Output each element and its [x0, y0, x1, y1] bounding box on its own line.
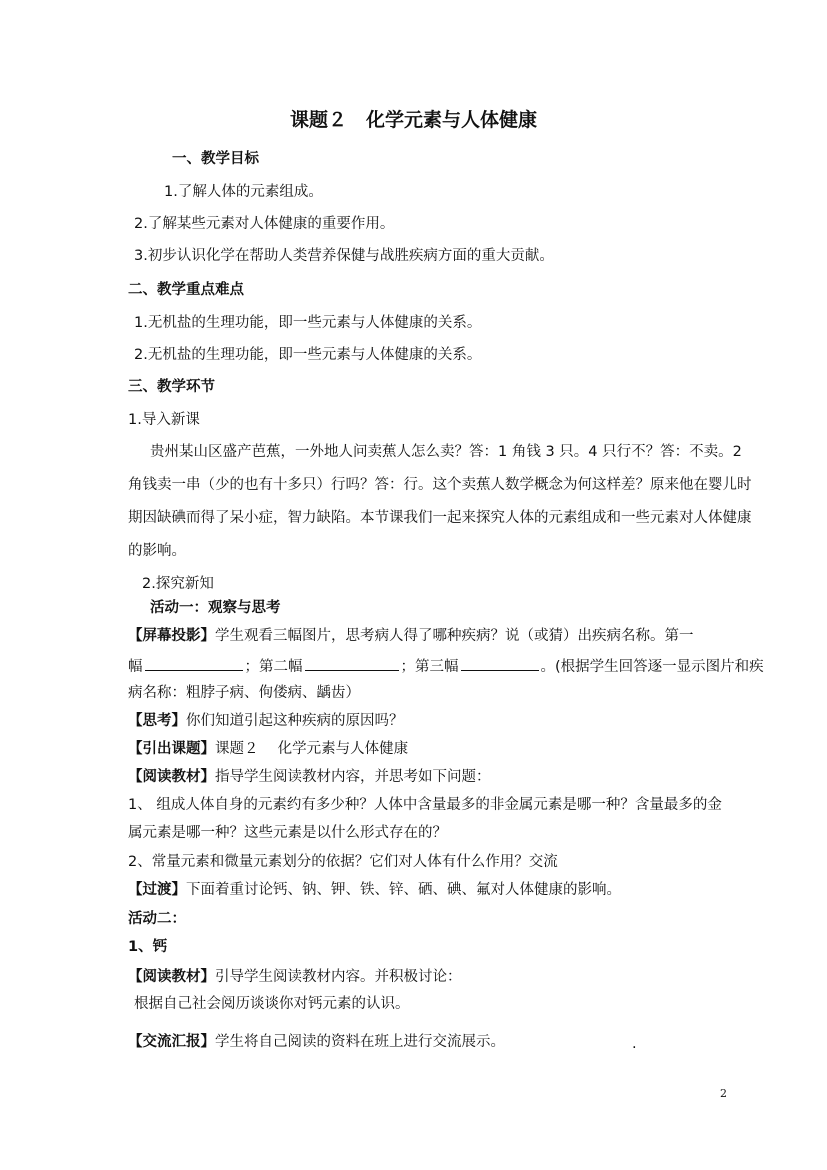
read-line-2 [128, 967, 462, 987]
fill-label-1: 幅 [128, 659, 143, 675]
transition-tag: 【过渡】 [128, 882, 186, 898]
calcium-heading: 1、钙 [128, 939, 168, 955]
report-text: 学生将自己阅读的资料在班上进行交流展示。 [215, 1034, 505, 1050]
topic-text: 课题２ 化学元素与人体健康 [215, 741, 409, 757]
screen-projection-tag: 【屏幕投影】 [128, 628, 215, 644]
read-tag-2: 【阅读教材】 [128, 969, 215, 985]
objective-2: 2.了解某些元素对人体健康的重要作用。 [134, 216, 395, 232]
question-1-line-2: 属元素是哪一种？这些元素是以什么形式存在的？ [128, 825, 447, 841]
think-text: 你们知道引起这种疾病的原因吗？ [186, 713, 404, 729]
activity-2-heading: 活动二： [128, 911, 186, 927]
key-point-2: 2.无机盐的生理功能，即一些元素与人体健康的关系。 [134, 347, 482, 363]
answer-blank-1[interactable] [145, 656, 243, 671]
fill-label-3: ；第三幅 [400, 659, 459, 675]
activity-1-heading: 活动一：观察与思考 [150, 600, 281, 616]
screen-projection-line [128, 626, 694, 646]
intro-line-4: 的影响。 [128, 543, 186, 559]
read-text-2: 引导学生阅读教材内容。并积极讨论： [215, 969, 462, 985]
intro-heading: 1.导入新课 [128, 412, 200, 428]
intro-line-3: 期因缺碘而得了呆小症，智力缺陷。本节课我们一起来探究人体的元素组成和一些元素对人体健康 [128, 510, 752, 526]
read-tag: 【阅读教材】 [128, 769, 215, 785]
objective-1: 1.了解人体的元素组成。 [164, 184, 323, 200]
read-line [128, 767, 491, 787]
answer-blank-3[interactable] [461, 656, 539, 671]
fill-label-2: ；第二幅 [244, 659, 303, 675]
fill-in-line [128, 656, 764, 677]
page-number: 2 [720, 1087, 727, 1100]
report-line [128, 1032, 505, 1052]
disease-names: 病名称：粗脖子病、佝偻病、龋齿） [128, 685, 360, 701]
answer-blank-2[interactable] [305, 656, 399, 671]
think-tag: 【思考】 [128, 713, 186, 729]
section-1-heading: 一、教学目标 [172, 151, 259, 167]
intro-line-1: 贵州某山区盛产芭蕉，一外地人问卖蕉人怎么卖？答：1 角钱 3 只。4 只行不？答：不卖。2 [150, 444, 742, 460]
transition-text: 下面着重讨论钙、钠、钾、铁、锌、硒、碘、氟对人体健康的影响。 [186, 882, 621, 898]
read-text: 指导学生阅读教材内容，并思考如下问题： [215, 769, 491, 785]
topic-tag: 【引出课题】 [128, 741, 215, 757]
page-title: 课题２ 化学元素与人体健康 [289, 109, 537, 131]
section-3-heading: 三、教学环节 [128, 379, 215, 395]
trailing-dot: . [632, 1036, 637, 1052]
question-1-line-1: 1、 组成人体自身的元素约有多少种？人体中含量最多的非金属元素是哪一种？含量最多的金 [128, 797, 722, 813]
explore-heading: 2.探究新知 [142, 576, 214, 592]
report-tag: 【交流汇报】 [128, 1034, 215, 1050]
question-2: 2、常量元素和微量元素划分的依据？它们对人体有什么作用？交流 [128, 854, 558, 870]
fill-label-4: 。(根据学生回答逐一显示图片和疾 [540, 659, 764, 675]
intro-line-2: 角钱卖一串（少的也有十多只）行吗？答：行。这个卖蕉人数学概念为何这样差？原来他在婴儿时 [128, 477, 752, 493]
key-point-1: 1.无机盐的生理功能，即一些元素与人体健康的关系。 [134, 315, 482, 331]
objective-3: 3.初步认识化学在帮助人类营养保健与战胜疾病方面的重大贡献。 [134, 248, 554, 264]
think-line [128, 711, 404, 731]
topic-line [128, 739, 408, 759]
discussion-prompt: 根据自己社会阅历谈谈你对钙元素的认识。 [134, 996, 410, 1012]
transition-line [128, 880, 621, 900]
section-2-heading: 二、教学重点难点 [128, 282, 244, 298]
screen-projection-text: 学生观看三幅图片，思考病人得了哪种疾病？说（或猜）出疾病名称。第一 [215, 628, 694, 644]
